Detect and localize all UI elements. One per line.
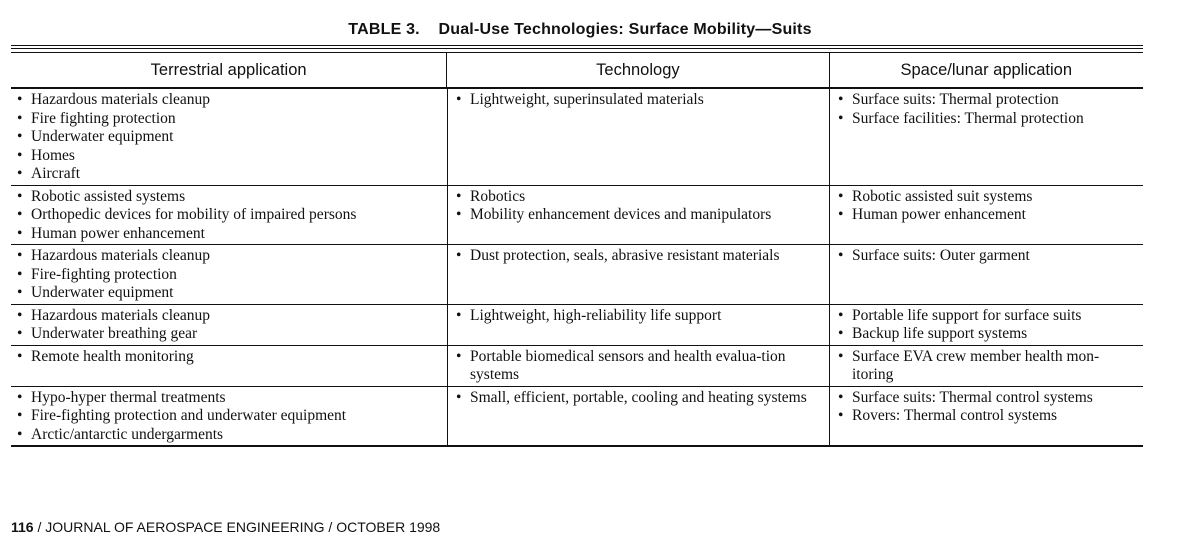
space-list [838, 389, 1137, 426]
space-cell [829, 346, 1143, 386]
list-item: • Surface suits: Thermal control systems [838, 389, 1137, 408]
technology-list [456, 247, 823, 266]
list-item: • Fire fighting protection [17, 110, 441, 129]
list-item: • Underwater equipment [17, 128, 441, 147]
list-item: • Portable life support for surface suits [838, 307, 1137, 326]
space-list [838, 247, 1137, 266]
list-item: • Underwater equipment [17, 284, 441, 303]
list-item: • Underwater breathing gear [17, 325, 441, 344]
header-space: Space/lunar application [829, 53, 1143, 87]
technology-list [456, 307, 823, 326]
list-item: • Hypo-hyper thermal treatments [17, 389, 441, 408]
space-cell [829, 245, 1143, 304]
list-item: • Human power enhancement [838, 206, 1137, 225]
space-cell [829, 186, 1143, 245]
list-item: • Surface suits: Outer garment [838, 247, 1137, 266]
terrestrial-list [17, 188, 441, 244]
list-item: • Robotic assisted systems [17, 188, 441, 207]
terrestrial-list [17, 348, 441, 367]
list-item: • Orthopedic devices for mobility of impaired persons [17, 206, 441, 225]
list-item: • Surface facilities: Thermal protection [838, 110, 1137, 129]
table-body [11, 89, 1143, 447]
list-item: • Mobility enhancement devices and manipulators [456, 206, 823, 225]
list-item: • Hazardous materials cleanup [17, 307, 441, 326]
list-item: • Aircraft [17, 165, 441, 184]
list-item: • Rovers: Thermal control systems [838, 407, 1137, 426]
table-header [11, 52, 1143, 89]
technology-list [456, 188, 823, 225]
list-item: • Homes [17, 147, 441, 166]
table-title [0, 21, 1160, 39]
list-item: • Small, efficient, portable, cooling and heating systems [456, 389, 823, 408]
terrestrial-list [17, 247, 441, 303]
terrestrial-cell [11, 186, 447, 245]
list-item: • Backup life support systems [838, 325, 1137, 344]
list-item: • Portable biomedical sensors and health evalua-tion systems [456, 348, 823, 385]
table-row [11, 387, 1143, 448]
terrestrial-list [17, 307, 441, 344]
list-item: • Lightweight, superinsulated materials [456, 91, 823, 110]
technology-list [456, 348, 823, 385]
terrestrial-cell [11, 346, 447, 386]
list-item: • Hazardous materials cleanup [17, 91, 441, 110]
space-list [838, 188, 1137, 225]
list-item: • Arctic/antarctic undergarments [17, 426, 441, 445]
space-cell [829, 305, 1143, 345]
terrestrial-list [17, 91, 441, 184]
list-item: • Remote health monitoring [17, 348, 441, 367]
space-list [838, 348, 1137, 385]
list-item: • Fire-fighting protection [17, 266, 441, 285]
list-item: • Robotics [456, 188, 823, 207]
technology-list [456, 91, 823, 110]
table-row [11, 305, 1143, 346]
terrestrial-list [17, 389, 441, 445]
space-list [838, 307, 1137, 344]
page-number: 116 [11, 519, 34, 535]
list-item: • Dust protection, seals, abrasive resistant materials [456, 247, 823, 266]
space-cell [829, 387, 1143, 446]
list-item: • Human power enhancement [17, 225, 441, 244]
space-cell [829, 89, 1143, 185]
dual-use-table [11, 45, 1143, 447]
table-row [11, 245, 1143, 305]
table-row [11, 89, 1143, 186]
list-item: • Lightweight, high-reliability life support [456, 307, 823, 326]
list-item: • Robotic assisted suit systems [838, 188, 1137, 207]
table-row [11, 186, 1143, 246]
terrestrial-cell [11, 387, 447, 446]
table-number: TABLE 3. [348, 21, 420, 38]
technology-cell [447, 346, 829, 386]
header-terrestrial: Terrestrial application [150, 60, 307, 79]
list-item: • Surface EVA crew member health mon-itoring [838, 348, 1137, 385]
table-caption: Dual-Use Technologies: Surface Mobility—Suits [438, 21, 812, 38]
journal-line: / JOURNAL OF AEROSPACE ENGINEERING / OCTOBER 1998 [37, 519, 441, 535]
technology-list [456, 389, 823, 408]
technology-cell [447, 245, 829, 304]
list-item: • Hazardous materials cleanup [17, 247, 441, 266]
terrestrial-cell [11, 89, 447, 185]
terrestrial-cell [11, 245, 447, 304]
technology-cell [447, 186, 829, 245]
technology-cell [447, 387, 829, 446]
terrestrial-cell [11, 305, 447, 345]
technology-cell [447, 305, 829, 345]
space-list [838, 91, 1137, 128]
list-item: • Surface suits: Thermal protection [838, 91, 1137, 110]
table-row [11, 346, 1143, 387]
page-footer [11, 519, 440, 535]
list-item: • Fire-fighting protection and underwater equipment [17, 407, 441, 426]
header-technology: Technology [446, 53, 828, 87]
technology-cell [447, 89, 829, 185]
